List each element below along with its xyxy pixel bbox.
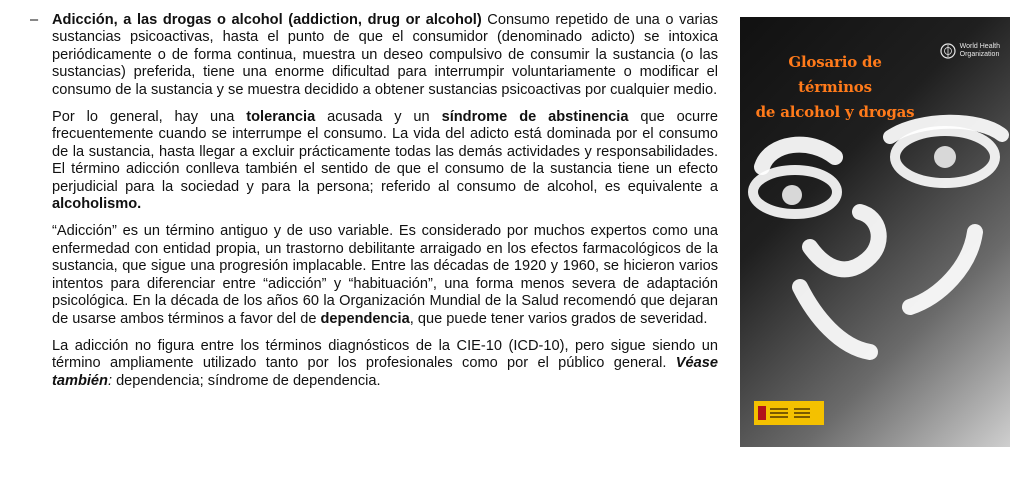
entry-definition: Consumo repetido de una o varias sustancias psicoactivas, hasta el punto de que el consumidor (denominado adicto) se intoxica periódicamente o de forma continua, muestra un deseo compulsivo de consumir la sustancia (o las sustancias) preferida, tiene una enorme dificultad para interrumpir voluntariamente o modificar el consumo de la sustancia y se muestra decidido a obtener sustancias psicoactivas por cualquier medio. <box>52 12 719 98</box>
entry-term: Adicción, a las drogas o alcohol (addiction, drug or alcohol) <box>52 12 482 28</box>
text: Por lo general, hay una <box>52 109 247 126</box>
nose-curve <box>810 212 879 269</box>
see-also-label: Véase también <box>52 355 718 389</box>
org-name-line: Organization <box>959 51 1000 58</box>
un-emblem-icon <box>940 43 956 59</box>
glossary-entry <box>30 12 718 99</box>
term-alcoholismo: alcoholismo. <box>52 196 142 213</box>
paragraph-3 <box>30 223 718 327</box>
text: : <box>107 372 113 389</box>
spain-government-logo <box>754 401 824 425</box>
cheek-line <box>910 232 975 307</box>
mouth-line <box>800 287 870 352</box>
paragraph-2 <box>30 109 718 213</box>
term-dependencia: dependencia <box>320 310 410 327</box>
entry-dash: – <box>30 12 39 28</box>
text: “Adicción” es un término antiguo y de uso variable. Es considerado por muchos expertos como una enfermedad con entidad propia, un trastorno debilitante arraigado en los efectos farmacológicos de la sustancia, que sigue una progresión implacable. Entre las décadas de 1920 y 1960, se hicieron varios intentos para diferenciar entre “adicción” y “habituación”, una forma menos severa de adaptación psicológica. En la década de los años 60 la Organización Mundial de la Salud recomendó que dejaran de usarse ambos términos a favor del de <box>52 223 718 327</box>
text: dependencia; síndrome de dependencia. <box>112 372 381 389</box>
cover-title <box>750 50 920 125</box>
text: , que puede tener varios grados de severidad. <box>409 310 708 327</box>
glossary-text <box>30 12 718 400</box>
paragraph-4 <box>30 338 718 390</box>
text: que ocurre frecuentemente cuando se interrumpe el consumo. La vida del adicto está dominada por el consumo de la sustancia, hasta llegar a excluir prácticamente todas las demás actividades y responsabilidades. El término adicción conlleva también el sentido de que el consumo de la sustancia tiene un efecto perjudicial para la sociedad y para la persona; referido al consumo de alcohol, es equivalente a <box>52 109 718 195</box>
text: La adicción no figura entre los términos diagnósticos de la CIE-10 (ICD-10), pero sigue siendo un término ampliamente utilizado tanto por los profesionales como por el público general. <box>52 337 718 372</box>
term-tolerancia: tolerancia <box>246 109 316 126</box>
text: acusada y un <box>315 109 442 126</box>
org-name-line: World Health <box>959 43 1000 50</box>
left-brow <box>762 145 835 167</box>
cover-title-line: de alcohol y drogas <box>755 103 915 121</box>
term-sindrome-abstinencia: síndrome de abstinencia <box>441 109 629 126</box>
cover-title-line: Glosario de términos <box>788 53 882 96</box>
book-cover <box>740 17 1010 447</box>
who-logo <box>940 43 1000 59</box>
coat-of-arms-icon <box>758 406 766 420</box>
